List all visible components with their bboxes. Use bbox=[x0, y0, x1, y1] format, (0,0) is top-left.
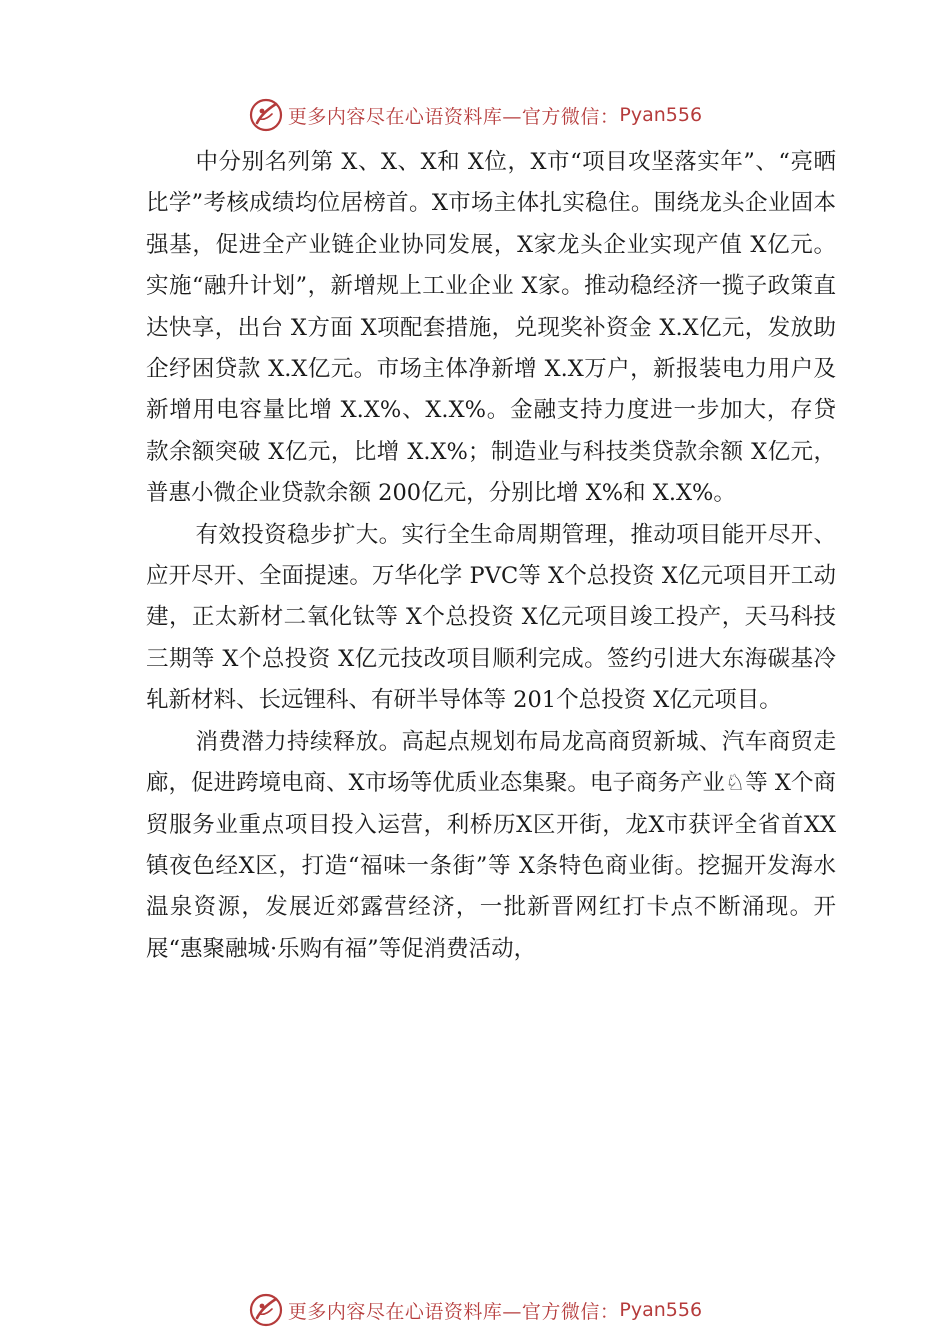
brush-logo-icon bbox=[248, 1292, 284, 1328]
paragraph-2: 有效投资稳步扩大。实行全生命周期管理，推动项目能开尽开、应开尽开、全面提速。万华化学 PVC等 X个总投资 X亿元项目开工动建，正太新材二氧化钛等 X个总投资 X亿元项目竣工投产，天马科技三期等 X个总投资 X亿元技改项目顺利完成。签约引进大东海碳基冷轧新材料、长远锂科、有研半导体等 201个总投资 X亿元项目。 bbox=[146, 521, 836, 714]
header-watermark-banner bbox=[0, 95, 950, 135]
paragraph-3: 消费潜力持续释放。高起点规划布局龙高商贸新城、汽车商贸走廊，促进跨境电商、X市场等优质业态集聚。电子商务产业♘等 X个商贸服务业重点项目投入运营，利桥历X区开街，龙X市获评全省首XX镇夜色经X区，打造“福味一条街”等 X条特色商业街。挖掘开发海水温泉资源，发展近郊露营经济，一批新晋网红打卡点不断涌现。开展“惠聚融城·乐购有福”等促消费活动， bbox=[146, 728, 836, 962]
paragraph-1: 中分别名列第 X、X、X和 X位，X市“项目攻坚落实年”、“亮晒比学”考核成绩均位居榜首。X市场主体扎实稳住。围绕龙头企业固本强基，促进全产业链企业协同发展，X家龙头企业实现产值 X亿元。实施“融升计划”，新增规上工业企业 X家。推动稳经济一揽子政策直达快享，出台 X方面 X项配套措施，兑现奖补资金 X.X亿元，发放助企纾困贷款 X.X亿元。市场主体净新增 X.X万户，新报装电力用户及新增用电容量比增 X.X%、X.X%。金融支持力度进一步加大，存贷款余额突破 X亿元，比增 X.X%；制造业与科技类贷款余额 X亿元，普惠小微企业贷款余额 200亿元，分别比增 X%和 X.X%。 bbox=[146, 149, 836, 507]
watermark-handle: Pyan556 bbox=[619, 104, 703, 126]
watermark-text: 更多内容尽在心语资料库—官方微信： bbox=[287, 105, 620, 128]
watermark-text: 更多内容尽在心语资料库—官方微信： bbox=[287, 1300, 620, 1323]
brush-logo-icon bbox=[248, 97, 284, 133]
document-body bbox=[146, 142, 836, 970]
footer-watermark-banner bbox=[0, 1290, 950, 1330]
watermark-handle: Pyan556 bbox=[619, 1299, 703, 1321]
